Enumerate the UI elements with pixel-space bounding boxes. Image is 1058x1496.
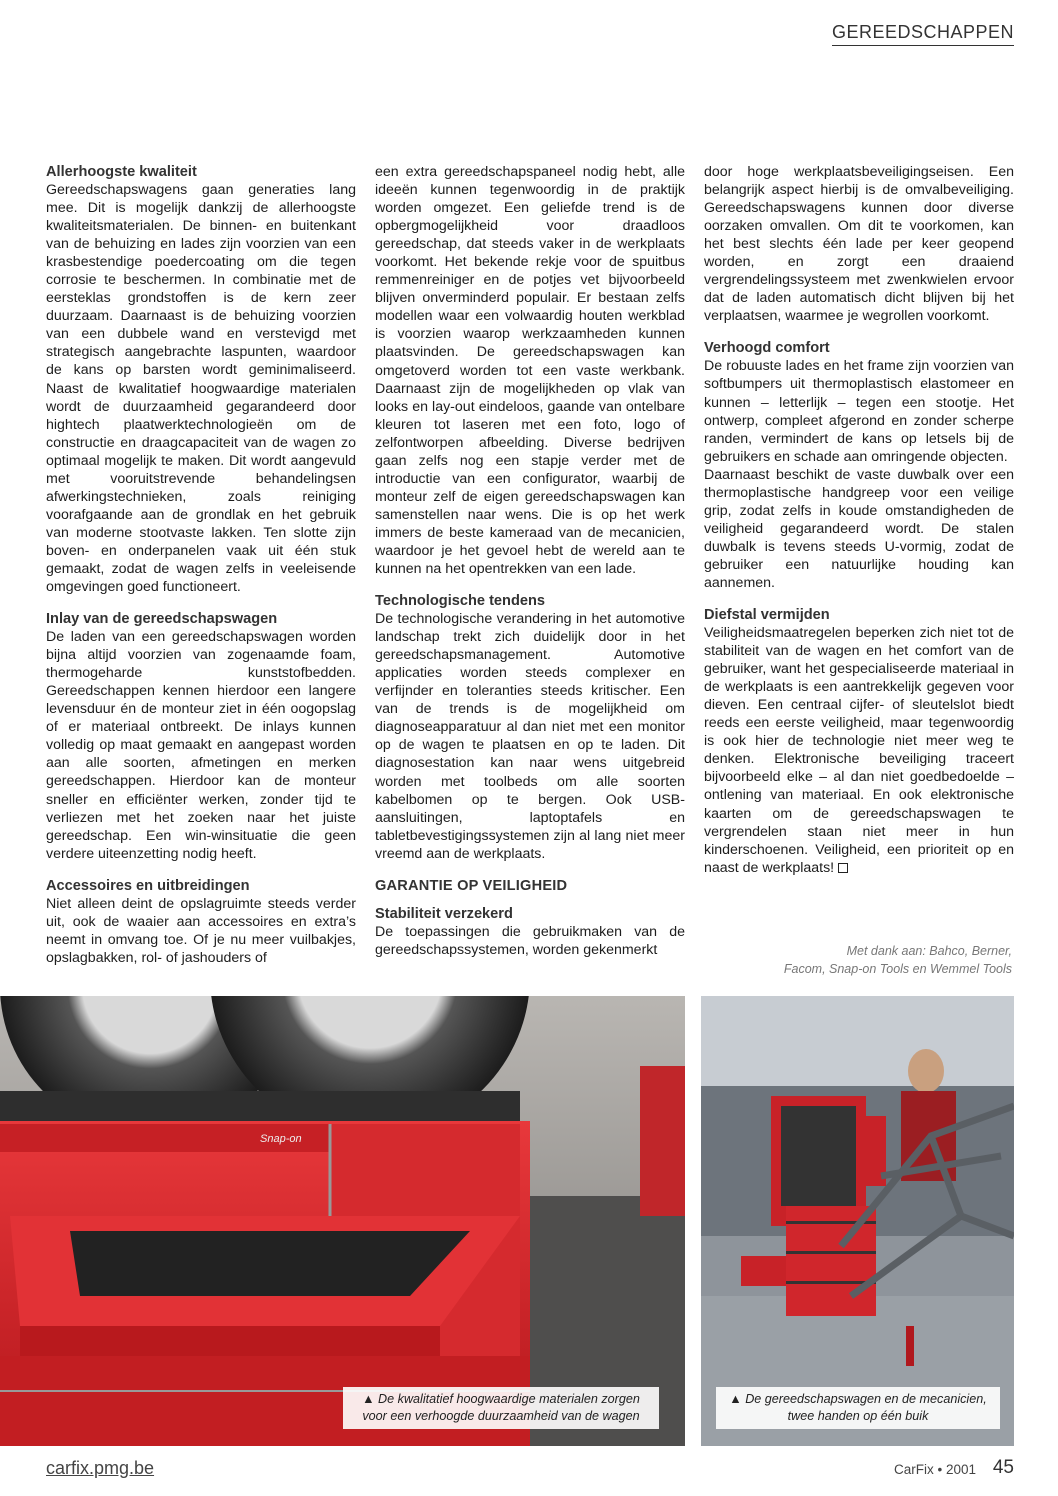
heading-accessoires: Accessoires en uitbreidingen	[46, 877, 250, 894]
credits	[704, 942, 1012, 978]
page-number: 45	[992, 1457, 1014, 1478]
column-3	[704, 163, 1014, 877]
caption-right: ▲ De gereedschapswagen en de mecanicien, twee handen op één buik	[716, 1387, 1000, 1429]
caption-left: ▲ De kwalitatief hoogwaardige materialen zorgen voor een verhoogde duurzaamheid van de wagen	[343, 1387, 659, 1429]
paragraph-diefstal-text: Veiligheidsmaatregelen beperken zich niet tot de stabiliteit van de wagen en het comfort van de gebruiker, want het gespecialiseerde materiaal in de werkplaats is een aantrekkelijk gegeven voor dieven. Een centraal cijfer- of sleutelslot biedt reeds een eerste veiligheid, maar tegenwoordig is ook hier de technologie niet meer weg te denken. Elektronische beveiliging traceert bijvoorbeeld elke – al dan niet goedbedoelde – ontlening van materiaal. En ook elektronische kaarten om de gereedschapswagen te vergrendelen staan niet meer in hun kinderschoenen. Veiligheid, een prioriteit op en naast de werkplaats!	[704, 625, 1014, 876]
photo-mechanic-illustration	[701, 996, 1014, 1446]
brand-label: Snap-on	[260, 1133, 302, 1145]
section-tag: GEREEDSCHAPPEN	[832, 22, 1014, 46]
heading-kwaliteit: Allerhoogste kwaliteit	[46, 164, 197, 180]
column-2	[375, 163, 685, 959]
footer-magazine: CarFix • 2001	[893, 1462, 976, 1477]
paragraph-accessoires-cont: een extra gereedschapspaneel nodig hebt, alle ideeën kunnen tegenwoordig in de praktijk worden omgezet. Een geliefde trend is de opbergmogelijkheid voor draadloos gereedschap, dat steeds vaker in de werkplaats voorkomt. Het bekende rekje voor de spuitbus remmenreiniger en de potjes vet bijvoorbeeld blijven onverminderd populair. Er bestaan zelfs modellen waar een volwaardig houten werkblad is voorzien waarop werkzaamheden kunnen plaatsvinden. De gereedschapswagen kan omgetoverd worden tot een vaste werkbank. Daarnaast zijn de mogelijkheden op vlak van looks en lay-out eindeloos, gaande van ontelbare kleuren tot laseren met een foto, logo of zelfontworpen afbeelding. Diverse bedrijven gaan zelfs nog een stapje verder met de introductie van een configurator, waarbij de monteur zelf de eigen gereedschapswagen kan samenstellen naar wens. Die is op het werk immers de beste kameraad van de mecanicien, waardoor je het gevoel hebt de wereld aan te kunnen na het opentrekken van een lade.	[375, 164, 685, 578]
paragraph-comfort-2: Daarnaast beschikt de vaste duwbalk over een thermoplastische handgreep voor een veilige grip, zodat zelfs in koude omstandigheden de veiligheid gegarandeerd wordt. De stalen duwbalk is tevens steeds U-vormig, zodat de gebruiker een natuurlijke houding kan aannemen.	[704, 466, 1014, 591]
end-mark-icon	[838, 863, 848, 873]
heading-stabiliteit: Stabiliteit verzekerd	[375, 905, 513, 922]
paragraph-stabiliteit-cont: door hoge werkplaatsbeveiligingseisen. Een belangrijk aspect hierbij is de omvalbeveiliging. Gereedschapswagens kunnen door diverse oorzaken omvallen. Om dit te voorkomen, kan het best slechts één lade per keer geopend worden, en zorgt een draaiend vergrendelingssysteem met zwenkwielen ervoor dat de laden automatisch dicht blijven bij het verplaatsen, waarmee je wegrollen voorkomt.	[704, 164, 1014, 325]
heading-inlay: Inlay van de gereedschapswagen	[46, 611, 278, 628]
paragraph-comfort-1: De robuuste lades en het frame zijn voorzien van softbumpers uit thermoplastisch elastomeer en kunnen – letterlijk – tegen een stootje. Het ontwerp, compleet afgerond en zonder scherpe randen, vermindert de kans op letsels bij de gebruikers en schade aan omringende objecten.	[704, 358, 1014, 465]
paragraph-kwaliteit: Gereedschapswagens gaan generaties lang mee. Dit is mogelijk dankzij de allerhoogste kwaliteitsmaterialen. De binnen- en buitenkant van de behuizing en lades zijn voorzien van een krasbestendige poedercoating om die tegen corrosie te beschermen. In combinatie met de eersteklas grondstoffen is de kern zeer duurzaam. Daarnaast is de behuizing voorzien van een dubbele wand en verstevigd met strategisch aangebrachte laspunten, waardoor de kans op barsten wordt geminimaliseerd. Naast de kwalitatief hoogwaardige materialen wordt de duurzaamheid gegarandeerd door hightech plaatwerktechnologieën om de constructie en draagcapaciteit van de wagen zo optimaal mogelijk te maken. Dit wordt aangevuld met vooruitstrevende behandelingsen afwerkingstechnieken, zoals reiniging voorafgaande aan de grondlak en het gebruik van moderne stootvaste lakken. Ten slotte zijn boven- en onderpanelen vaak uit één stuk gemaakt, zodat de wagen zelfs in veeleisende omgevingen goed functioneert.	[46, 182, 356, 596]
footer-url-link[interactable]: carfix.pmg.be	[46, 1458, 155, 1478]
heading-garantie: GARANTIE OP VEILIGHEID	[375, 877, 568, 894]
photo-mechanic	[701, 996, 1014, 1446]
paragraph-stabiliteit: De toepassingen die gebruikmaken van de gereedschapssystemen, worden gekenmerkt	[375, 923, 685, 958]
paragraph-inlay: De laden van een gereedschapswagen worden bijna altijd voorzien van zogenaamde foam, thermogeharde kunststofbedden. Gereedschappen kennen hierdoor een langere levensduur én de monteur ziet in één oogopslag of er materiaal ontbreekt. De inlays kunnen volledig op maat gemaakt en aangepast worden aan alle soorten, afmetingen en merken gereedschappen. Hierdoor kan de monteur sneller en efficiënter werken, zonder tijd te verliezen met het zoeken naar het juiste gereedschap. Een win-winsituatie die geen verdere uiteenzetting nodig heeft.	[46, 629, 356, 862]
credits-line-2: Facom, Snap-on Tools en Wemmel Tools	[783, 962, 1012, 976]
photo-tool-cabinet-illustration	[0, 996, 685, 1446]
heading-diefstal: Diefstal vermijden	[704, 607, 830, 624]
paragraph-accessoires: Niet alleen deint de opslagruimte steeds verder uit, ook de waaier aan accessoires en extra’s neemt in omvang toe. Of je nu meer vuilbakjes, opslagbakken, rol- of jashouders of	[46, 895, 356, 966]
paragraph-tendens: De technologische verandering in het automotive landschap trekt zich duidelijk door in het gereedschapsmanagement. Automotive applicaties worden steeds complexer en verfijnder en toleranties steeds kritischer. Een van de trends is de mogelijkheid om diagnoseapparatuur al dan niet met een monitor op de wagen te plaatsen en op te laden. Dit diagnosestation kan naar wens uitgebreid worden met toolbeds om alle soorten kabelbomen op te bergen. Ook USB-aansluitingen, laptoptafels en tabletbevestigingssystemen zijn al lang niet meer vreemd aan de werkplaats.	[375, 611, 685, 862]
photo-tool-cabinet	[0, 996, 685, 1446]
column-1	[46, 163, 356, 967]
heading-comfort: Verhoogd comfort	[704, 340, 830, 357]
heading-tendens: Technologische tendens	[375, 593, 546, 610]
paragraph-diefstal	[704, 624, 1014, 877]
credits-line-1: Met dank aan: Bahco, Berner,	[846, 944, 1012, 958]
